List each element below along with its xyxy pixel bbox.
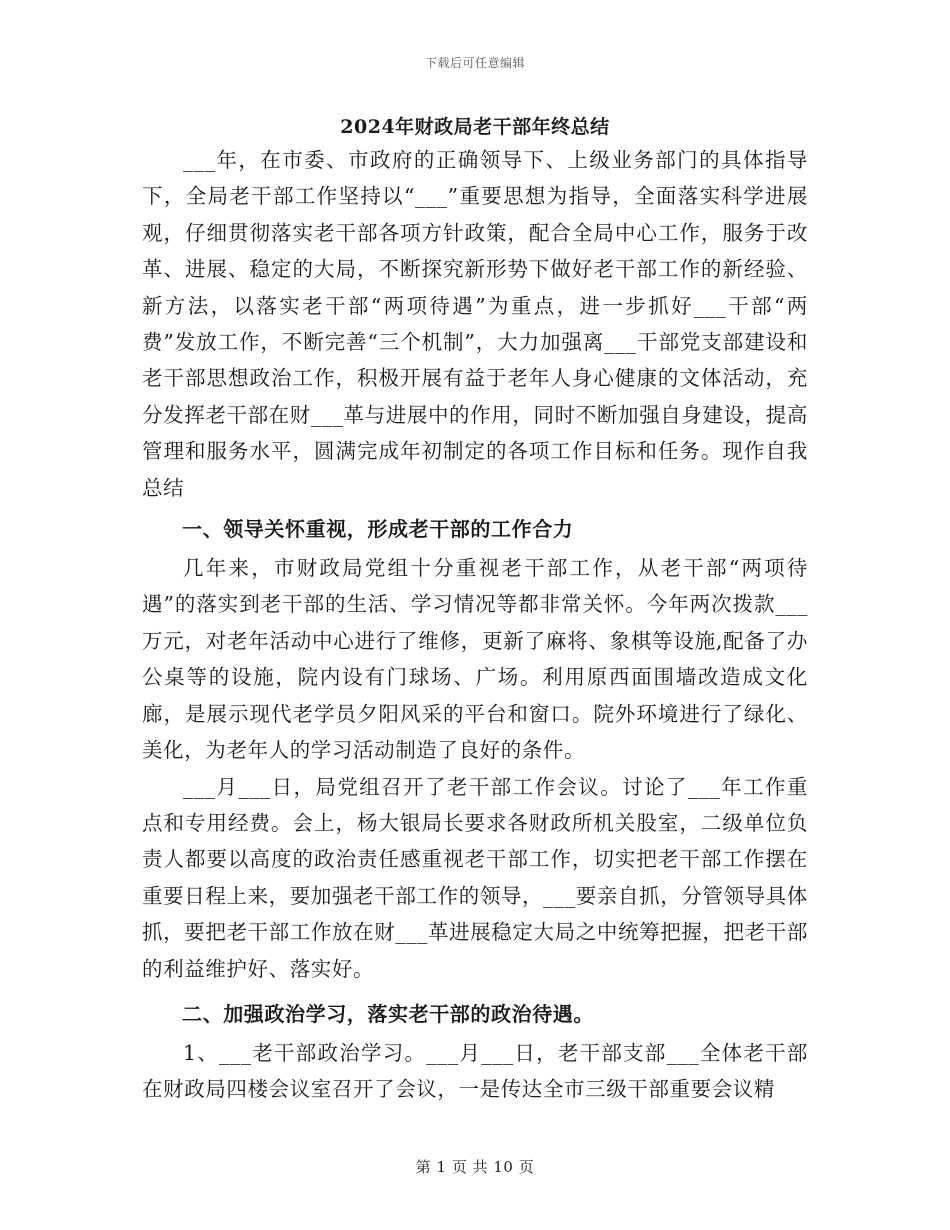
section-2-heading: 二、加强政治学习，落实老干部的政治待遇。: [182, 1001, 594, 1026]
intro-paragraph: ___年，在市委、市政府的正确领导下、上级业务部门的具体指导下，全局老干部工作坚持以“___”重要思想为指导，全面落实科学进展观，仔细贯彻落实老干部各项方针政策，配合全局中心工作，服务于改革、进展、稳定的大局，不断探究新形势下做好老干部工作的新经验、新方法，以落实老干部“两项待遇”为重点，进一步抓好___干部“两费”发放工作，不断完善“三个机制”，大力加强离___干部党支部建设和老干部思想政治工作，积极开展有益于老年人身心健康的文体活动，充分发挥老干部在财___革与进展中的作用，同时不断加强自身建设，提高管理和服务水平，圆满完成年初制定的各项工作目标和任务。现作自我总结: [142, 148, 808, 500]
document-body: [142, 112, 808, 1108]
section-1-paragraph-1: 几年来，市财政局党组十分重视老干部工作，从老干部“两项待遇”的落实到老干部的生活、学习情况等都非常关怀。今年两次拨款___万元，对老年活动中心进行了维修，更新了麻将、象棋等设施,配备了办公桌等的设施，院内设有门球场、广场。利用原西面围墙改造成文化廊，是展示现代老学员夕阳风采的平台和窗口。院外环境进行了绿化、美化，为老年人的学习活动制造了良好的条件。: [142, 556, 808, 763]
page-footer: 第 1 页 共 10 页: [415, 1158, 535, 1176]
document-title: 2024年财政局老干部年终总结: [340, 116, 610, 138]
section-2-paragraph-1: 1、___老干部政治学习。___月___日，老干部支部___全体老干部在财政局四楼会议室召开了会议，一是传达全市三级干部重要会议精: [142, 1040, 808, 1102]
section-1-paragraph-2: ___月___日，局党组召开了老干部工作会议。讨论了___年工作重点和专用经费。会上，杨大银局长要求各财政所机关股室，二级单位负责人都要以高度的政治责任感重视老干部工作，切实把老干部工作摆在重要日程上来，要加强老干部工作的领导，___要亲自抓，分管领导具体抓，要把老干部工作放在财___革进展稳定大局之中统筹把握，把老干部的利益维护好、落实好。: [142, 774, 808, 981]
page-header-note: 下载后可任意编辑: [424, 56, 525, 70]
section-1-heading: 一、领导关怀重视，形成老干部的工作合力: [182, 517, 574, 542]
